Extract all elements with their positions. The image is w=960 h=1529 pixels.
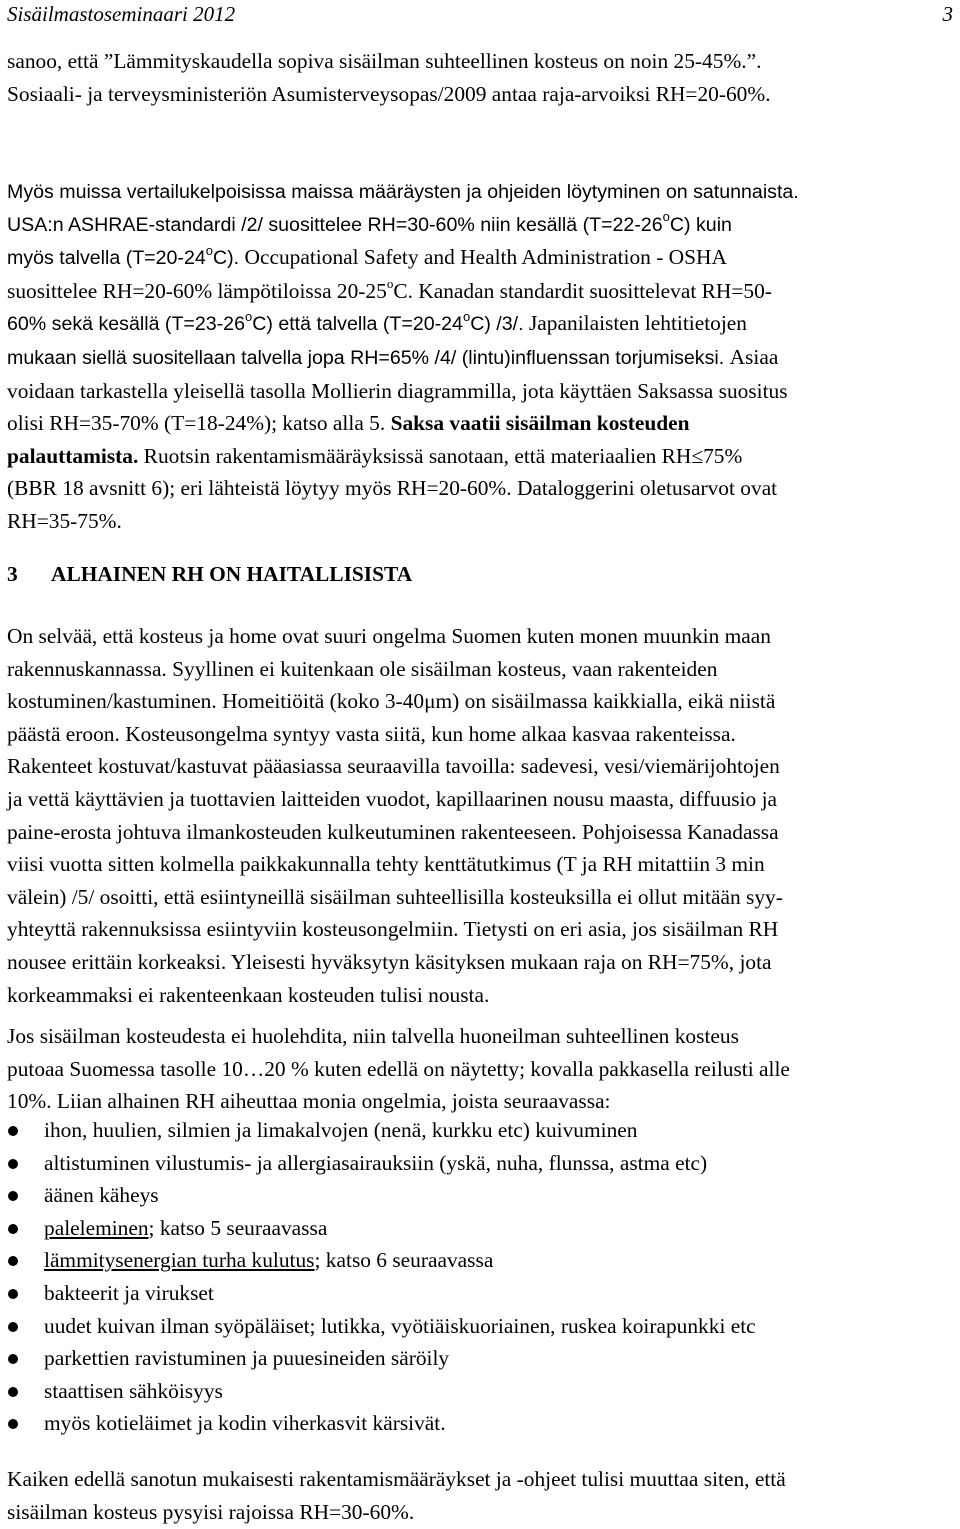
text-line: voidaan tarkastella yleisellä tasolla Mollierin diagrammilla, jota käyttäen Saksassa suositus xyxy=(7,378,788,403)
text-line: myös talvella $(T=20-24^oC)$. Occupational Safety and Health Administration - OSHA xyxy=(7,242,727,270)
paragraph-1 xyxy=(7,45,953,110)
text-line: mukaan siellä suositellaan talvella jopa RH=65% /4/ (lintu)influenssan torjumiseksi. Asiaa xyxy=(7,344,779,369)
text-line: nousee erittäin korkeaksi. Yleisesti hyväksytyn käsityksen mukaan raja on RH=75%, jota xyxy=(7,949,772,974)
text-line: rakennuskannassa. Syyllinen ei kuitenkaan ole sisäilman kosteus, vaan rakenteiden xyxy=(7,656,718,681)
underlined-term: paleleminen xyxy=(44,1215,149,1240)
text-line: On selvää, että kosteus ja home ovat suuri ongelma Suomen kuten monen muunkin maan xyxy=(7,624,771,648)
list-item: staattisen sähköisyys xyxy=(7,1375,953,1408)
text-line: palauttamista. Ruotsin rakentamismääräyksissä sanotaan, että materiaalien RH≤75% xyxy=(7,443,743,468)
section-heading xyxy=(7,562,412,587)
list-item: ihon, huulien, silmien ja limakalvojen (nenä, kurkku etc) kuivuminen xyxy=(7,1114,953,1147)
text-line: Kaiken edellä sanotun mukaisesti rakentamismääräykset ja -ohjeet tulisi muuttaa siten, että xyxy=(7,1467,786,1491)
text-line: 10%. Liian alhainen RH aiheuttaa monia ongelmia, joista seuraavassa: xyxy=(7,1089,611,1114)
list-item: uudet kuivan ilman syöpäläiset; lutikka, vyötiäiskuoriainen, ruskea koirapunkki etc xyxy=(7,1310,953,1343)
text-line: Myös muissa vertailukelpoisissa maissa määräysten ja ohjeiden löytyminen on satunnaista. xyxy=(7,181,799,203)
text-line: yhteyttä rakennuksissa esiintyviin kosteusongelmiin. Tietysti on eri asia, jos sisäilman RH xyxy=(7,917,779,942)
paragraph-2 xyxy=(7,176,953,538)
list-item: bakteerit ja virukset xyxy=(7,1277,953,1310)
bullet-icon xyxy=(8,1126,18,1136)
text-line: suosittelee RH=20-60% lämpötiloissa 20-25$^o$C. Kanadan standardit suosittelevat RH=50- xyxy=(7,275,772,303)
section-title: ALHAINEN RH ON HAITALLISISTA xyxy=(51,562,413,586)
bullet-icon xyxy=(8,1191,18,1201)
page-number: 3 xyxy=(942,2,953,26)
text-line: viisi vuotta sitten kolmella paikkakunnalla tehty kenttätutkimus (T ja RH mitattiin 3 min xyxy=(7,852,765,877)
text-line: sanoo, että ”Lämmityskaudella sopiva sisäilman suhteellinen kosteus on noin 25-45%.”. xyxy=(7,49,762,73)
text-line: Rakenteet kostuvat/kastuvat pääasiassa seuraavilla tavoilla: sadevesi, vesi/viemärijohtojen xyxy=(7,754,780,779)
paragraph-3 xyxy=(7,620,953,1011)
text-line: välein) /5/ osoitti, että esiintyneillä sisäilman suhteellisilla kosteuksilla ei ollut mitään syy- xyxy=(7,884,783,909)
list-item: altistuminen vilustumis- ja allergiasairauksiin (yskä, nuha, flunssa, astma etc) xyxy=(7,1147,953,1180)
text-line: olisi RH=35-70% (T=18-24%); katso alla 5. Saksa vaatii sisäilman kosteuden xyxy=(7,411,690,436)
problem-list xyxy=(7,1114,953,1440)
text-line: päästä eroon. Kosteusongelma syntyy vasta siitä, kun home alkaa kasvaa rakenteissa. xyxy=(7,721,736,746)
text-line: Sosiaali- ja terveysministeriön Asumisterveysopas/2009 antaa raja-arvoiksi RH=20-60%. xyxy=(7,81,771,106)
bullet-icon xyxy=(8,1289,18,1299)
bullet-icon xyxy=(8,1224,18,1234)
text-line: putoaa Suomessa tasolle 10…20 % kuten edellä on näytetty; kovalla pakkasella reilusti alle xyxy=(7,1056,790,1081)
list-item: myös kotieläimet ja kodin viherkasvit kärsivät. xyxy=(7,1407,953,1440)
list-item: lämmitysenergian turha kulutus; katso 6 seuraavassa xyxy=(7,1244,953,1277)
text-line: korkeammaksi ei rakenteenkaan kosteuden tulisi nousta. xyxy=(7,982,490,1007)
bullet-icon xyxy=(8,1256,18,1266)
page-header xyxy=(7,2,953,30)
text-line: sisäilman kosteus pysyisi rajoissa RH=30-60%. xyxy=(7,1499,415,1524)
bullet-icon xyxy=(8,1354,18,1364)
text-line: kostuminen/kastuminen. Homeitiöitä (koko 3-40μm) on sisäilmassa kaikkialla, eikä niistä xyxy=(7,689,776,714)
underlined-term: lämmitysenergian turha kulutus xyxy=(44,1248,315,1273)
section-number: 3 xyxy=(7,562,18,586)
list-item: parkettien ravistuminen ja puuesineiden säröily xyxy=(7,1342,953,1375)
text-line: 60% sekä kesällä $(T=23-26^oC)$ että talvella $(T=20-24^oC)$ /3/. Japanilaisten lehtitietojen xyxy=(7,308,747,336)
text-line: RH=35-75%. xyxy=(7,508,122,533)
paragraph-4 xyxy=(7,1020,953,1118)
text-line: paine-erosta johtuva ilmankosteuden kulkeutuminen rakenteeseen. Pohjoisessa Kanadassa xyxy=(7,819,779,844)
header-title: Sisäilmastoseminaari 2012 xyxy=(7,2,236,26)
text-line: ja vettä käyttävien ja tuottavien laitteiden vuodot, kapillaarinen nousu maasta, diffuusio ja xyxy=(7,786,778,811)
list-item: äänen käheys xyxy=(7,1179,953,1212)
bullet-icon xyxy=(8,1419,18,1429)
text-line: (BBR 18 avsnitt 6); eri lähteistä löytyy myös RH=20-60%. Dataloggerini oletusarvot ovat xyxy=(7,476,778,501)
paragraph-5 xyxy=(7,1463,953,1528)
text-line: Jos sisäilman kosteudesta ei huolehdita, niin talvella huoneilman suhteellinen kosteus xyxy=(7,1024,739,1048)
bullet-icon xyxy=(8,1387,18,1397)
list-item: paleleminen; katso 5 seuraavassa xyxy=(7,1212,953,1245)
bullet-icon xyxy=(8,1322,18,1332)
bullet-icon xyxy=(8,1159,18,1169)
text-line: USA:n ASHRAE-standardi /2/ suosittelee RH=30-60% niin kesällä $(T=22-26^oC)$ kuin xyxy=(7,209,732,236)
